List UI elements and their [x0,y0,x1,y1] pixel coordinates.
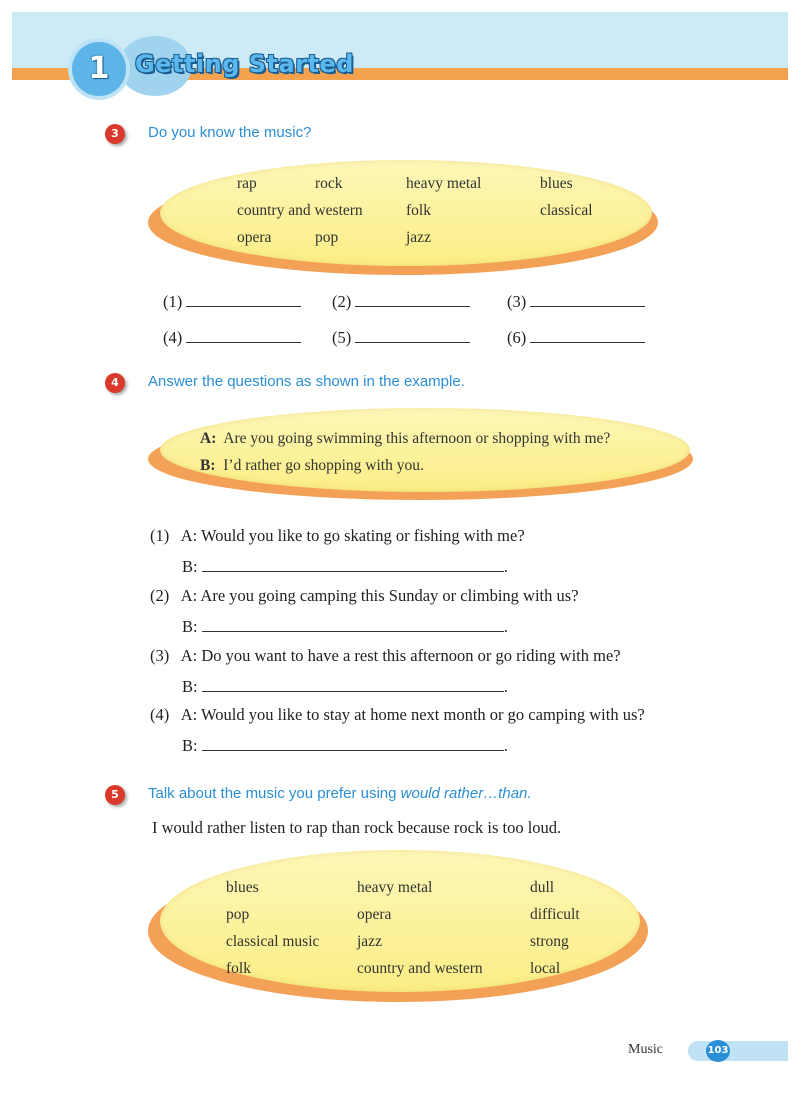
speaker-a-label: A: [200,430,217,447]
word-item: pop [226,906,250,923]
word-item: classical music [226,933,320,950]
word-item: country and western [237,202,363,219]
instruction-italic: would rather…than. [400,785,532,802]
word-item: opera [357,906,392,923]
section-4-instruction: Answer the questions as shown in the example. [148,373,465,390]
section-5-badge: 5 [105,785,125,805]
example-line-b [200,457,424,475]
unit-number: 1 [88,51,110,86]
word-item: strong [530,933,569,950]
footer-tab [688,1041,788,1061]
question-number: (4) [150,705,170,724]
section-5-example: I would rather listen to rap than rock because rock is too loud. [152,818,562,837]
word-item: rock [315,175,343,192]
word-item: pop [315,229,339,246]
answer-blank[interactable] [202,736,504,751]
blank-number: (1) [163,292,183,311]
answer-blank[interactable] [202,557,504,572]
question-1 [150,526,525,546]
footer-unit-label: Music [628,1042,663,1057]
section-4-badge: 4 [105,373,125,393]
example-line-a [200,430,610,448]
blank-line[interactable] [355,292,470,307]
answer-line-4[interactable] [182,736,508,756]
question-number: (3) [150,646,170,665]
blank-number: (3) [507,292,527,311]
blank-line[interactable] [186,292,301,307]
blank-number: (6) [507,328,527,347]
blank-line[interactable] [355,328,470,343]
word-item: blues [540,175,573,192]
page-number: 103 [706,1040,730,1062]
instruction-prefix: Talk about the music you prefer using [148,785,401,802]
answer-end: . [503,736,508,755]
question-text: A: Would you like to stay at home next month or go camping with us? [180,705,645,724]
answer-label: B: [182,736,198,755]
answer-blank[interactable] [202,677,504,692]
answer-blank-2[interactable] [332,292,470,312]
answer-blank-4[interactable] [163,328,301,348]
question-text: A: Do you want to have a rest this afternoon or go riding with me? [180,646,621,665]
word-item: dull [530,879,555,896]
answer-line-1[interactable] [182,557,508,577]
word-item: heavy metal [357,879,433,896]
blank-line[interactable] [530,292,645,307]
example-a-text: Are you going swimming this afternoon or shopping with me? [223,430,611,447]
word-item: blues [226,879,259,896]
answer-blank-6[interactable] [507,328,645,348]
answer-label: B: [182,557,198,576]
word-item: folk [406,202,431,219]
answer-label: B: [182,617,198,636]
question-text: A: Would you like to go skating or fishing with me? [180,526,525,545]
example-b-text: I’d rather go shopping with you. [223,457,424,474]
question-4 [150,705,645,725]
word-item: rap [237,175,257,192]
section-5-instruction [148,785,532,802]
answer-line-2[interactable] [182,617,508,637]
question-number: (1) [150,526,170,545]
section-4-example-oval [160,408,690,492]
speaker-b-label: B: [200,457,216,474]
word-item: jazz [406,229,431,246]
answer-end: . [503,557,508,576]
answer-line-3[interactable] [182,677,508,697]
question-number: (2) [150,586,170,605]
blank-line[interactable] [186,328,301,343]
question-2 [150,586,579,606]
answer-label: B: [182,677,198,696]
blank-number: (2) [332,292,352,311]
word-item: country and western [357,960,483,977]
question-3 [150,646,621,666]
blank-number: (5) [332,328,352,347]
word-item: jazz [357,933,382,950]
word-item: heavy metal [406,175,482,192]
answer-blank-5[interactable] [332,328,470,348]
word-item: opera [237,229,272,246]
answer-end: . [503,677,508,696]
answer-blank-3[interactable] [507,292,645,312]
question-text: A: Are you going camping this Sunday or climbing with us? [180,586,579,605]
answer-blank-1[interactable] [163,292,301,312]
answer-blank[interactable] [202,617,504,632]
blank-number: (4) [163,328,183,347]
section-3-badge: 3 [105,124,125,144]
blank-line[interactable] [530,328,645,343]
page-title: Getting Started [135,50,354,78]
section-3-instruction: Do you know the music? [148,124,312,141]
answer-end: . [503,617,508,636]
word-item: difficult [530,906,580,923]
word-item: local [530,960,561,977]
word-item: classical [540,202,593,219]
word-item: folk [226,960,251,977]
